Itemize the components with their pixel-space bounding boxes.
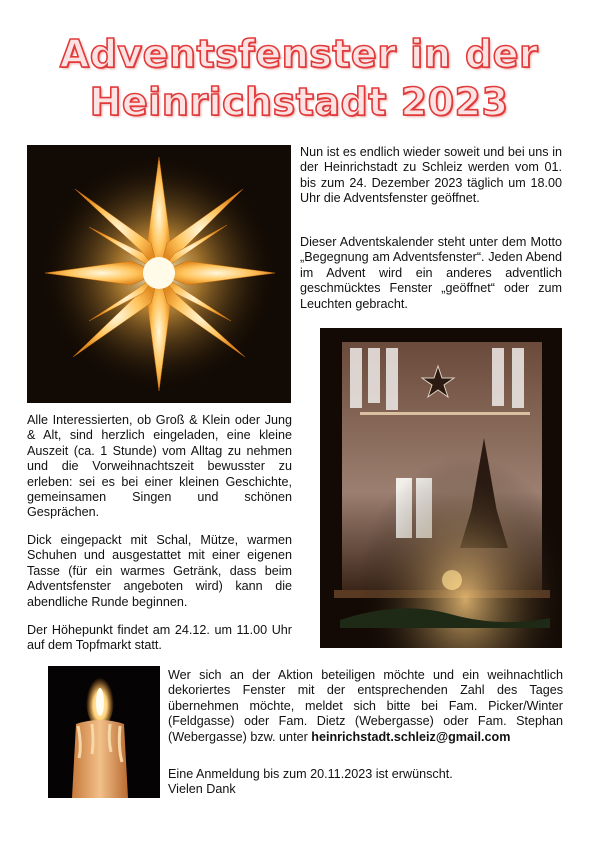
participation-text xyxy=(168,668,563,745)
title-line-2: Heinrichstadt 2023 xyxy=(89,80,509,124)
candle-photo xyxy=(48,666,160,798)
intro-paragraph-1: Nun ist es endlich wieder soweit und bei uns in der Heinrichstadt zu Schleiz werden vom 01. bis zum 24. Dezember 2023 täglich um 18.00 Uhr die Adventsfenster geöffnet. xyxy=(300,145,562,206)
advent-window-photo xyxy=(320,328,562,648)
star-lamp-photo xyxy=(27,145,291,403)
invitation-paragraph-1: Alle Interessierten, ob Groß & Klein oder Jung & Alt, sind herzlich eingeladen, eine kleine Auszeit (ca. 1 Stunde) vom Alltag zu nehmen und die Vorweihnachtszeit bewusster zu erleben: sei es bei einer kleinen Geschichte, gemeinsamen Singen und schönen Gesprächen. xyxy=(27,413,292,520)
participation-body: Wer sich an der Aktion beteiligen möchte und ein weihnachtlich dekoriertes Fenster mit der entsprechenden Zahl des Tages übernehmen möchte, meldet sich bitte bei Fam. Picker/Winter (Feldgasse) oder Fam. Dietz (Webergasse) oder Fam. Stephan (Webergasse) bzw. unter xyxy=(168,668,563,744)
registration-deadline: Eine Anmeldung bis zum 20.11.2023 ist erwünscht. xyxy=(168,767,453,781)
invitation-paragraph-2: Dick eingepackt mit Schal, Mütze, warmen Schuhen und ausgestattet mit einer eigenen Tasse (für ein warmes Getränk, dass beim Adventsfenster angeboten wird) kann die abendliche Runde beginnen. xyxy=(27,533,292,609)
title-line-1: Adventsfenster in der xyxy=(59,32,539,76)
email-link[interactable]: heinrichstadt.schleiz@gmail.com xyxy=(311,729,511,744)
star-lamp-icon xyxy=(27,145,291,403)
candle-icon xyxy=(48,666,160,798)
advent-window-icon xyxy=(320,328,562,648)
thanks-text: Vielen Dank xyxy=(168,782,236,796)
invitation-paragraph-3: Der Höhepunkt findet am 24.12. um 11.00 Uhr auf dem Topfmarkt statt. xyxy=(27,623,292,653)
intro-paragraph-2: Dieser Adventskalender steht unter dem Motto „Begegnung am Adventsfenster“. Jeden Abend im Advent wird ein anderes adventlich geschmücktes Fenster „geöffnet“ oder zum Leuchten gebracht. xyxy=(300,235,562,311)
